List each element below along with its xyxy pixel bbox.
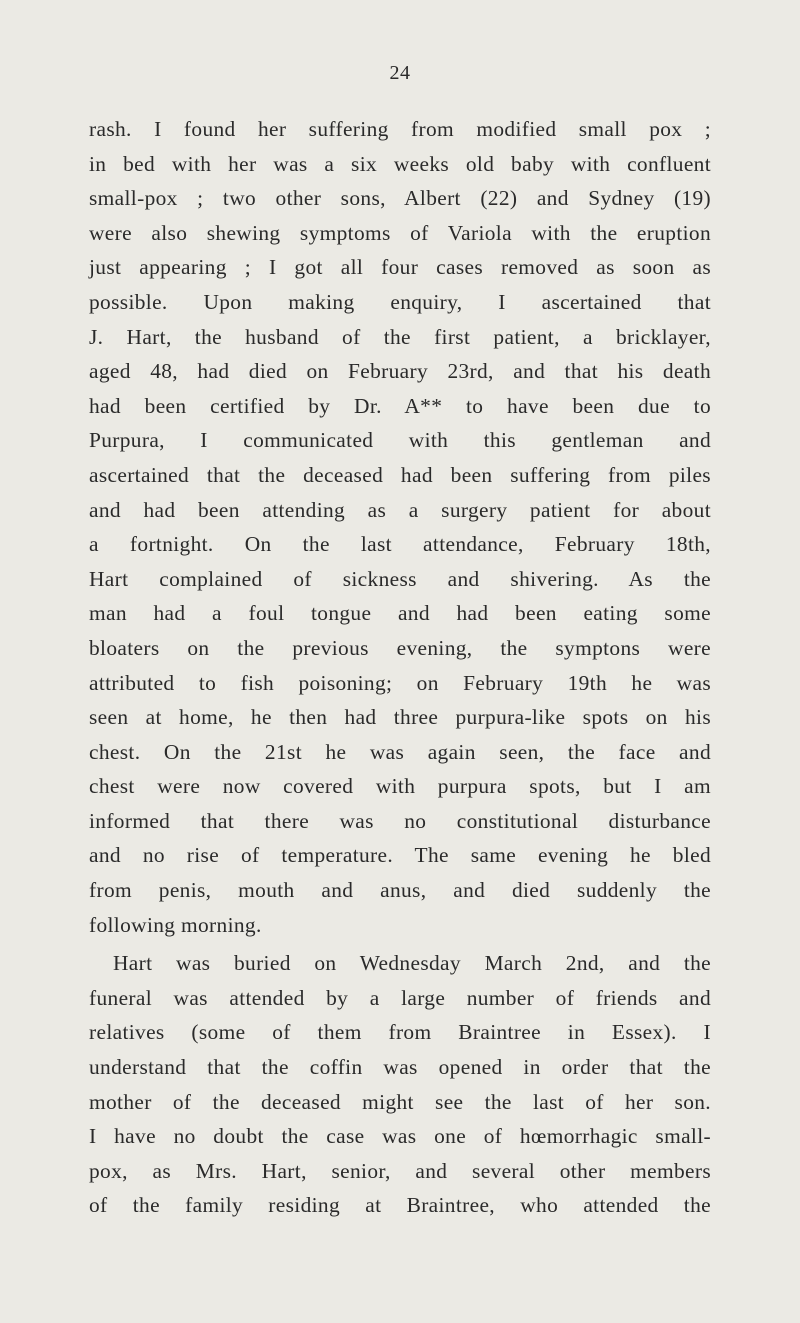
text-line: following morning. — [89, 912, 262, 937]
text-line: aged 48, had died on February 23rd, and that his death — [89, 359, 711, 384]
text-line: mother of the deceased might see the last of her son. — [89, 1089, 711, 1114]
text-line: were also shewing symptoms of Variola with the eruption — [89, 220, 711, 245]
text-line: funeral was attended by a large number of friends and — [89, 985, 711, 1010]
text-line: man had a foul tongue and had been eating some — [89, 601, 711, 626]
text-line: possible. Upon making enquiry, I ascertained that — [89, 289, 711, 314]
text-line: understand that the coffin was opened in order that the — [89, 1055, 711, 1080]
paragraph-1 — [89, 112, 711, 942]
text-line: seen at home, he then had three purpura-like spots on his — [89, 705, 711, 730]
text-line: chest. On the 21st he was again seen, the face and — [89, 739, 711, 764]
text-line: pox, as Mrs. Hart, senior, and several other members — [89, 1158, 711, 1183]
text-line: from penis, mouth and anus, and died suddenly the — [89, 878, 711, 903]
text-line: had been certified by Dr. A** to have been due to — [89, 393, 711, 418]
text-line: and had been attending as a surgery patient for about — [89, 497, 711, 522]
text-line: chest were now covered with purpura spots, but I am — [89, 774, 711, 799]
text-line: Purpura, I communicated with this gentleman and — [89, 428, 711, 453]
text-line: in bed with her was a six weeks old baby with confluent — [89, 151, 711, 176]
text-line: ascertained that the deceased had been suffering from piles — [89, 462, 711, 487]
text-line: rash. I found her suffering from modified small pox ; — [89, 117, 711, 141]
text-line: relatives (some of them from Braintree in Essex). I — [89, 1020, 711, 1045]
text-line: Hart complained of sickness and shivering. As the — [89, 566, 711, 591]
text-line: a fortnight. On the last attendance, February 18th, — [89, 532, 711, 557]
text-line: J. Hart, the husband of the first patient, a bricklayer, — [89, 324, 711, 349]
text-line: Hart was buried on Wednesday March 2nd, and the — [113, 951, 711, 976]
text-line: informed that there was no constitutional disturbance — [89, 808, 711, 833]
text-line: I have no doubt the case was one of hœmorrhagic small- — [89, 1124, 711, 1149]
text-line: of the family residing at Braintree, who attended the — [89, 1193, 711, 1218]
text-line: attributed to fish poisoning; on February 19th he was — [89, 670, 711, 695]
page-number: 24 — [389, 62, 411, 84]
paragraph-2 — [89, 946, 711, 1223]
text-line: just appearing ; I got all four cases removed as soon as — [89, 255, 711, 280]
text-line: small-pox ; two other sons, Albert (22) and Sydney (19) — [89, 186, 711, 211]
text-line: bloaters on the previous evening, the symptons were — [89, 635, 711, 660]
text-line: and no rise of temperature. The same evening he bled — [89, 843, 711, 868]
body-text — [89, 112, 711, 1223]
